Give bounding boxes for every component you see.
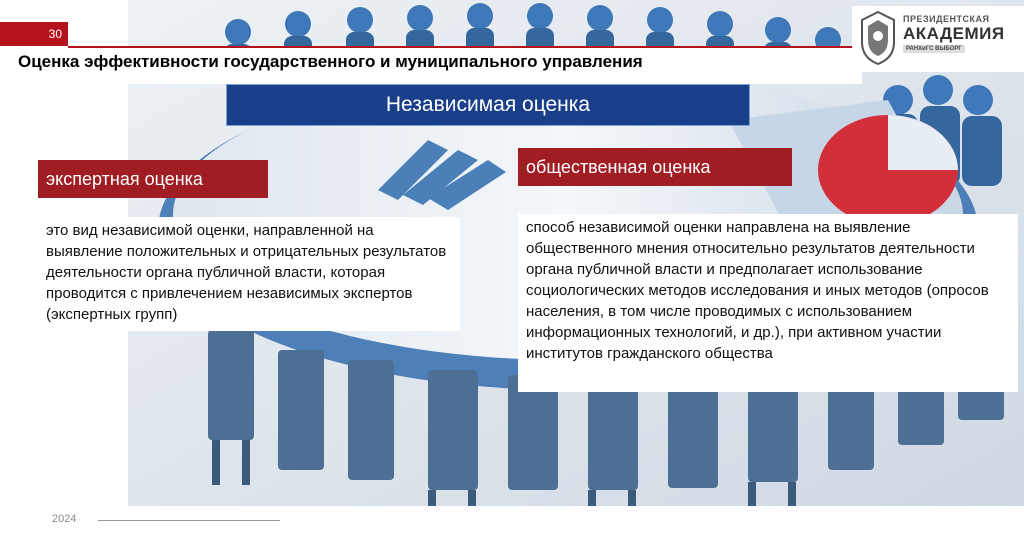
- banner-title: Независимая оценка: [385, 93, 591, 116]
- public-assessment-label: общественная оценка: [518, 148, 792, 186]
- slide-title: Оценка эффективности государственного и муниципального управления: [18, 52, 643, 71]
- logo-line-2: АКАДЕМИЯ: [903, 24, 1005, 43]
- logo-line-1: ПРЕЗИДЕНТСКАЯ: [903, 14, 990, 24]
- logo-line-3: РАНХиГС ВЫБОРГ: [903, 45, 965, 53]
- footer-rule: [98, 520, 280, 521]
- emblem-icon: [858, 10, 898, 66]
- expert-assessment-label: экспертная оценка: [38, 160, 268, 198]
- public-assessment-text: способ независимой оценки направлена на выявление общественного мнения относительно результатов деятельности органа публичной власти и предполагает использование социологических методов исследования и иных методов (опросов населения, в том числе проводимых с использованием информационных технологий, и др.), при активном участии институтов гражданского общества: [518, 214, 1018, 392]
- banner: [226, 84, 750, 126]
- slide-number: 30: [0, 22, 68, 46]
- footer-year: 2024: [52, 513, 77, 525]
- expert-assessment-text: это вид независимой оценки, направленной на выявление положительных и отрицательных результатов деятельности органа публичной власти, которая проводится с привлечением независимых экспертов (экспертных групп): [40, 217, 460, 331]
